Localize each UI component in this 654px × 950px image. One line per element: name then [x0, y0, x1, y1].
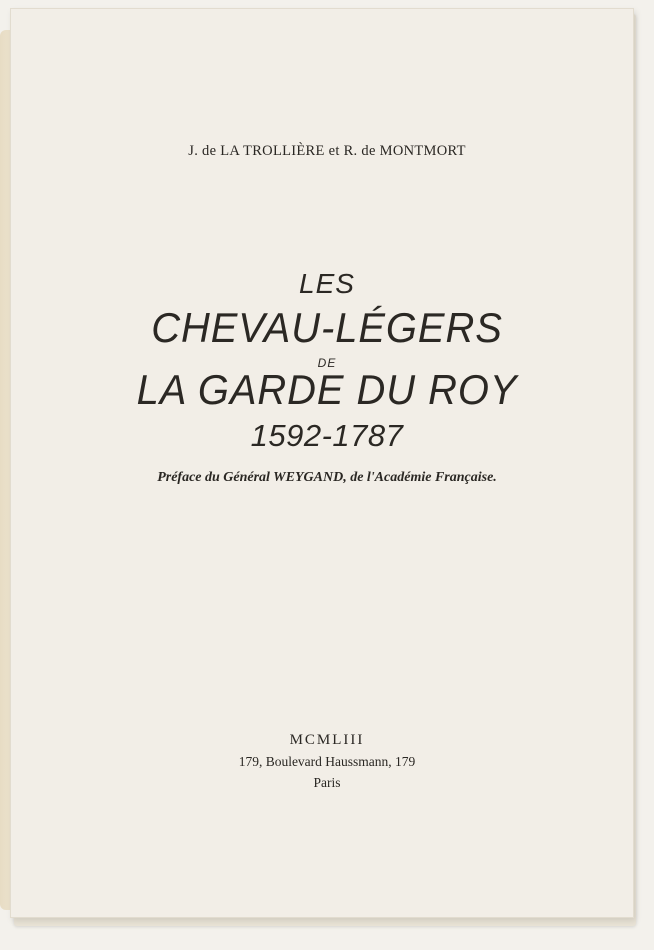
title-dates: 1592-1787	[250, 418, 404, 453]
title-line-de: DE	[317, 356, 337, 370]
title-line-la-garde-du-roy: LA GARDE DU ROY	[136, 366, 518, 413]
authors-line: J. de LA TROLLIÈRE et R. de MONTMORT	[188, 143, 466, 159]
title-line-les: LES	[299, 268, 355, 299]
preface-line: Préface du Général WEYGAND, de l'Académie Française.	[157, 470, 497, 485]
publication-year: MCMLIII	[289, 732, 365, 748]
publisher-address: 179, Boulevard Haussmann, 179	[238, 754, 416, 769]
publisher-city: Paris	[313, 775, 341, 790]
title-line-chevau-legers: CHEVAU-LÉGERS	[151, 304, 503, 351]
